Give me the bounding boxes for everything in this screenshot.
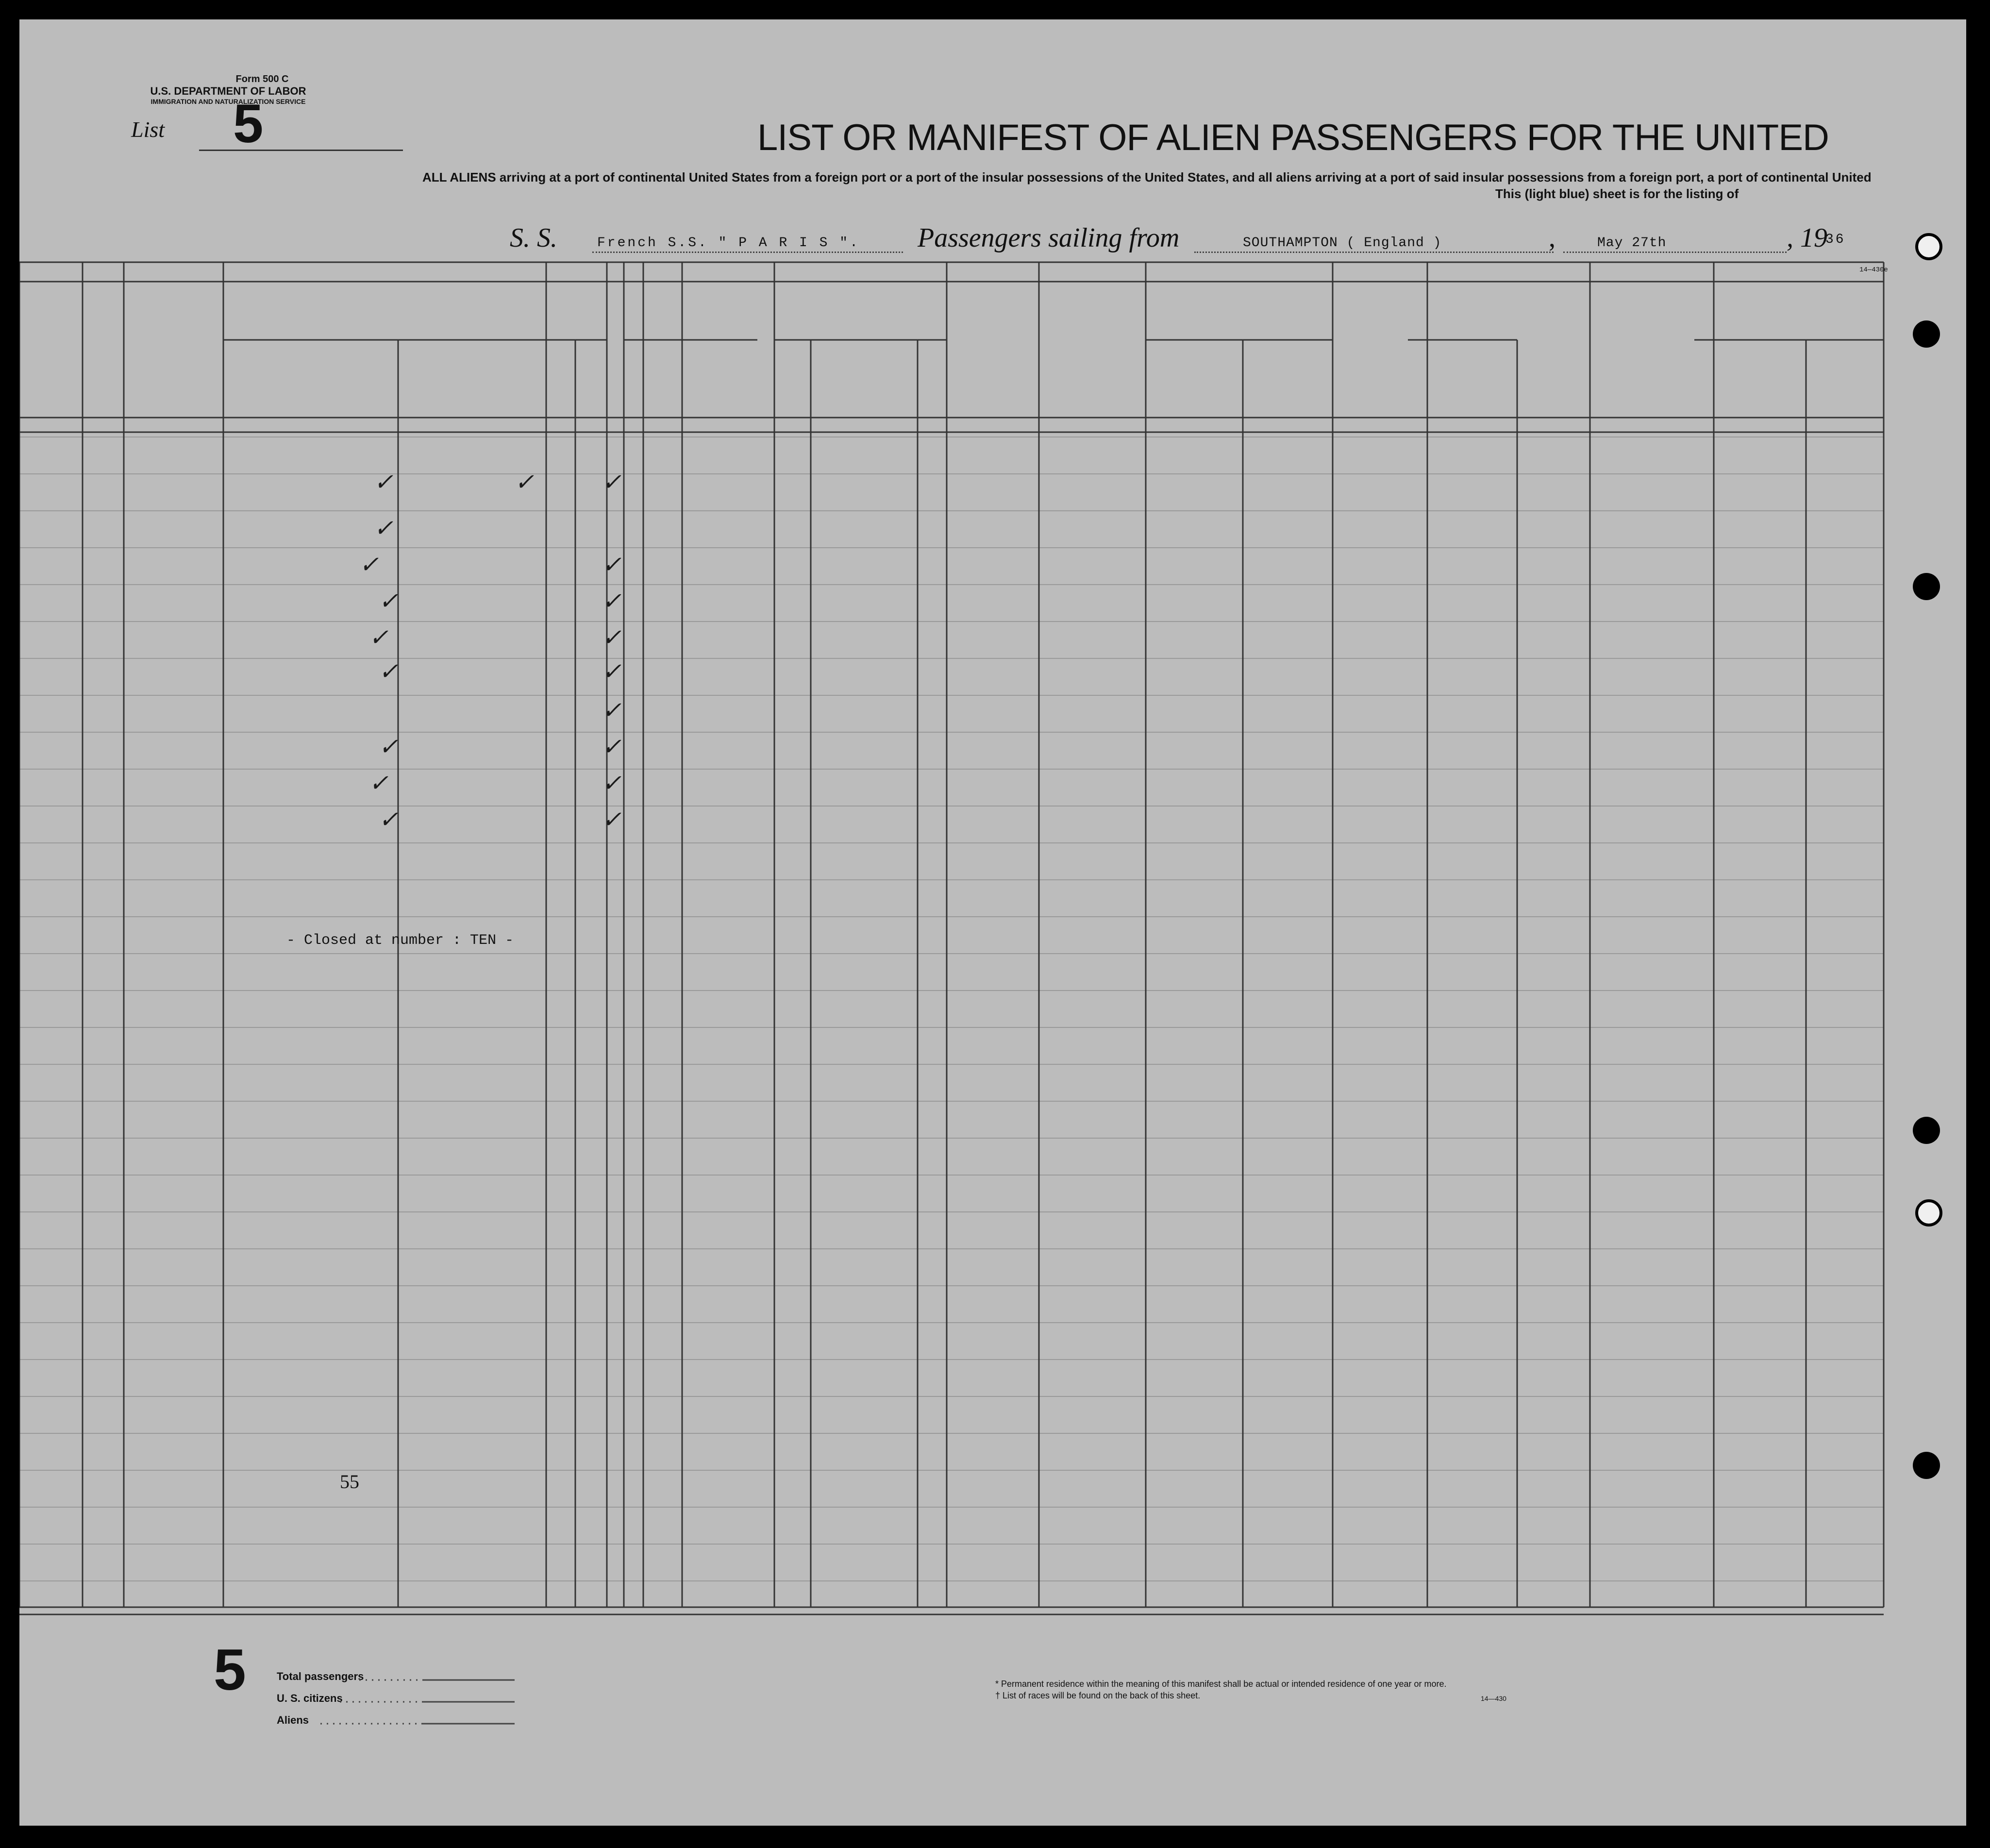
total-passengers-label: Total passengers bbox=[277, 1670, 364, 1682]
check-mark-icon: ✓ bbox=[602, 806, 622, 833]
check-mark-icon: ✓ bbox=[602, 588, 622, 615]
page-title: LIST OR MANIFEST OF ALIEN PASSENGERS FOR THE UNITED bbox=[757, 117, 1829, 158]
check-mark-icon: ✓ bbox=[369, 624, 389, 651]
check-mark-icon: ✓ bbox=[374, 515, 394, 542]
manifest-sheet bbox=[19, 19, 1966, 1826]
departure-port: SOUTHAMPTON ( England ) bbox=[1243, 235, 1442, 251]
check-mark-icon: ✓ bbox=[515, 469, 535, 496]
footer-list-number: 5 bbox=[214, 1637, 246, 1702]
check-mark-icon: ✓ bbox=[379, 806, 399, 833]
check-mark-icon: ✓ bbox=[374, 469, 394, 496]
check-mark-icon: ✓ bbox=[602, 551, 622, 578]
subtitle-line-1: ALL ALIENS arriving at a port of continental United States from a foreign port or a port of the insular possessions of the United States, and all aliens arriving at a port of said insular possessions from a foreign port, a port of continental United bbox=[422, 170, 1872, 185]
check-mark-icon: ✓ bbox=[602, 469, 622, 496]
check-mark-icon: ✓ bbox=[379, 733, 399, 760]
subtitle-line-2: This (light blue) sheet is for the listing of bbox=[1495, 186, 1739, 201]
sheet-code-bottom: 14—430 bbox=[1481, 1695, 1506, 1702]
check-mark-icon: ✓ bbox=[602, 624, 622, 651]
check-mark-icon: ✓ bbox=[602, 733, 622, 760]
check-mark-icon: ✓ bbox=[359, 551, 379, 578]
sheet-code: 14—430e bbox=[1859, 266, 1888, 274]
sailing-year-suffix: 36 bbox=[1825, 232, 1846, 247]
check-mark-icon: ✓ bbox=[379, 658, 399, 685]
footnote-races: † List of races will be found on the back of this sheet. bbox=[995, 1691, 1201, 1700]
sailing-date: May 27th bbox=[1597, 235, 1667, 251]
sailing-label: Passengers sailing from bbox=[918, 223, 1180, 253]
check-mark-icon: ✓ bbox=[602, 697, 622, 724]
form-service: IMMIGRATION AND NATURALIZATION SERVICE bbox=[151, 98, 306, 105]
footnote-residence: * Permanent residence within the meaning of this manifest shall be actual or intended residence of one year or more. bbox=[995, 1679, 1447, 1689]
comma-sep: , bbox=[1549, 223, 1555, 253]
list-number: 5 bbox=[233, 93, 264, 154]
check-mark-icon: ✓ bbox=[379, 588, 399, 615]
form-number: Form 500 C bbox=[235, 74, 289, 84]
list-label: List bbox=[131, 117, 165, 142]
us-citizens-label: U. S. citizens bbox=[277, 1692, 343, 1704]
page-number: 55 bbox=[340, 1471, 359, 1493]
closed-note: - Closed at number : TEN - bbox=[286, 932, 514, 949]
footer-dotlines bbox=[19, 19, 1966, 1826]
ship-label: S. S. bbox=[510, 223, 557, 253]
check-mark-icon: ✓ bbox=[602, 770, 622, 797]
form-department: U.S. DEPARTMENT OF LABOR bbox=[150, 85, 306, 97]
aliens-label: Aliens bbox=[277, 1714, 309, 1726]
check-mark-icon: ✓ bbox=[369, 770, 389, 797]
sailing-year-prefix: , 19 bbox=[1787, 223, 1827, 253]
check-mark-icon: ✓ bbox=[602, 658, 622, 685]
ship-name: French S.S. " P A R I S ". bbox=[597, 235, 860, 251]
